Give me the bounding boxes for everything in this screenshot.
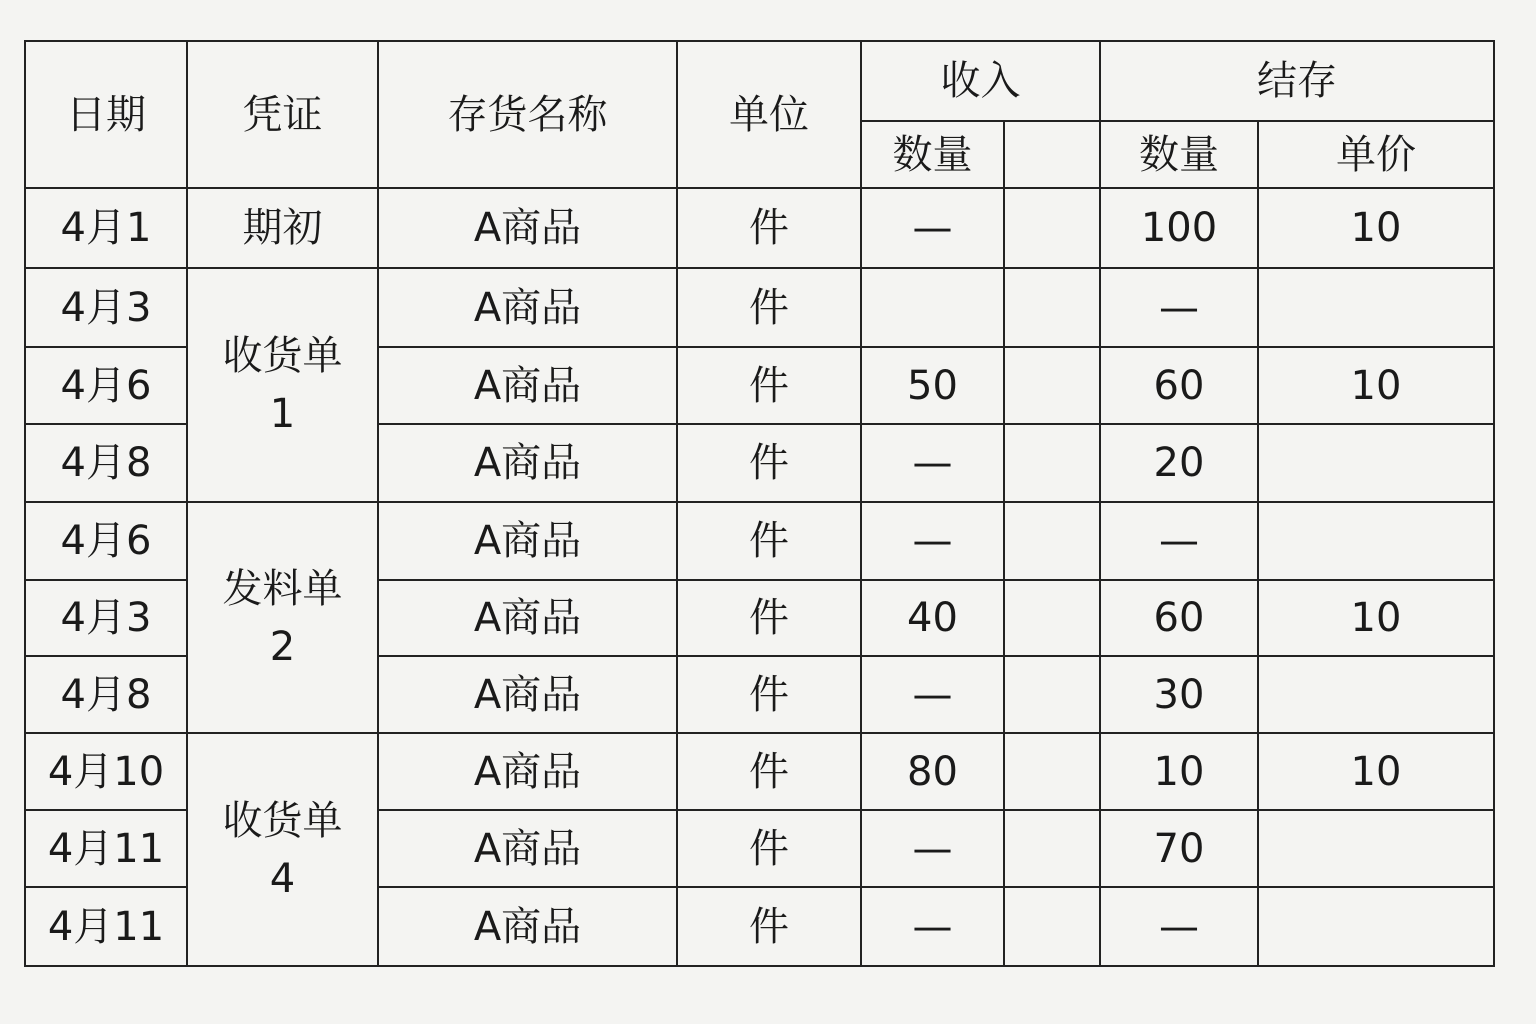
header-item-name: 存货名称 xyxy=(378,41,677,188)
income-extra-cell xyxy=(1004,188,1100,268)
income-qty-cell xyxy=(861,268,1004,347)
balance-qty-cell: 70 xyxy=(1100,810,1258,887)
income-qty-cell: 40 xyxy=(861,580,1004,656)
income-extra-cell xyxy=(1004,887,1100,966)
header-income-blank xyxy=(1004,121,1100,188)
income-qty-cell: — xyxy=(861,810,1004,887)
date-cell: 4月11 xyxy=(25,810,187,887)
income-qty-cell: — xyxy=(861,656,1004,733)
balance-qty-cell: — xyxy=(1100,502,1258,580)
table-row xyxy=(25,502,1494,580)
balance-qty-cell: — xyxy=(1100,268,1258,347)
voucher-cell xyxy=(187,502,378,733)
unit-cell: 件 xyxy=(677,733,861,810)
balance-price-cell xyxy=(1258,268,1494,347)
item-cell: A商品 xyxy=(378,188,677,268)
balance-price-cell xyxy=(1258,424,1494,502)
unit-cell: 件 xyxy=(677,887,861,966)
date-cell: 4月11 xyxy=(25,887,187,966)
balance-price-cell xyxy=(1258,887,1494,966)
voucher-number: 2 xyxy=(269,623,296,670)
item-cell: A商品 xyxy=(378,733,677,810)
balance-price-cell: 10 xyxy=(1258,188,1494,268)
income-extra-cell xyxy=(1004,656,1100,733)
income-extra-cell xyxy=(1004,268,1100,347)
date-cell: 4月6 xyxy=(25,347,187,424)
balance-qty-cell: 10 xyxy=(1100,733,1258,810)
balance-price-cell: 10 xyxy=(1258,580,1494,656)
income-extra-cell xyxy=(1004,502,1100,580)
header-income: 收入 xyxy=(861,41,1100,121)
voucher-label: 期初 xyxy=(242,205,323,251)
balance-price-cell xyxy=(1258,502,1494,580)
income-extra-cell xyxy=(1004,347,1100,424)
income-qty-cell: — xyxy=(861,887,1004,966)
unit-cell: 件 xyxy=(677,424,861,502)
voucher-number: 4 xyxy=(269,855,296,902)
balance-qty-cell: 60 xyxy=(1100,347,1258,424)
inventory-ledger-table xyxy=(24,40,1495,967)
unit-cell: 件 xyxy=(677,656,861,733)
voucher-cell xyxy=(187,733,378,966)
header-balance: 结存 xyxy=(1100,41,1494,121)
balance-qty-cell: 30 xyxy=(1100,656,1258,733)
balance-price-cell: 10 xyxy=(1258,733,1494,810)
table-row xyxy=(25,188,1494,268)
income-extra-cell xyxy=(1004,810,1100,887)
item-cell: A商品 xyxy=(378,810,677,887)
balance-price-cell xyxy=(1258,810,1494,887)
voucher-label: 收货单 xyxy=(222,333,343,379)
item-cell: A商品 xyxy=(378,502,677,580)
voucher-number: 1 xyxy=(269,391,296,437)
item-cell: A商品 xyxy=(378,580,677,656)
unit-cell: 件 xyxy=(677,188,861,268)
income-qty-cell: — xyxy=(861,188,1004,268)
unit-cell: 件 xyxy=(677,268,861,347)
header-date: 日期 xyxy=(25,41,187,188)
item-cell: A商品 xyxy=(378,268,677,347)
item-cell: A商品 xyxy=(378,424,677,502)
table-row xyxy=(25,268,1494,347)
date-cell: 4月8 xyxy=(25,656,187,733)
item-cell: A商品 xyxy=(378,347,677,424)
balance-price-cell: 10 xyxy=(1258,347,1494,424)
item-cell: A商品 xyxy=(378,656,677,733)
header-row-1 xyxy=(25,41,1494,121)
date-cell: 4月1 xyxy=(25,188,187,268)
header-balance-qty: 数量 xyxy=(1100,121,1258,188)
unit-cell: 件 xyxy=(677,502,861,580)
date-cell: 4月3 xyxy=(25,580,187,656)
balance-qty-cell: 100 xyxy=(1100,188,1258,268)
income-extra-cell xyxy=(1004,733,1100,810)
date-cell: 4月3 xyxy=(25,268,187,347)
income-extra-cell xyxy=(1004,424,1100,502)
income-qty-cell: 50 xyxy=(861,347,1004,424)
voucher-cell xyxy=(187,268,378,502)
unit-cell: 件 xyxy=(677,347,861,424)
income-qty-cell: — xyxy=(861,502,1004,580)
income-qty-cell: — xyxy=(861,424,1004,502)
table-row xyxy=(25,733,1494,810)
header-voucher: 凭证 xyxy=(187,41,378,188)
balance-qty-cell: 60 xyxy=(1100,580,1258,656)
unit-cell: 件 xyxy=(677,810,861,887)
voucher-cell xyxy=(187,188,378,268)
voucher-label: 发料单 xyxy=(222,565,343,612)
header-unit: 单位 xyxy=(677,41,861,188)
balance-qty-cell: — xyxy=(1100,887,1258,966)
date-cell: 4月8 xyxy=(25,424,187,502)
header-balance-price: 单价 xyxy=(1258,121,1494,188)
header-income-qty: 数量 xyxy=(861,121,1004,188)
date-cell: 4月6 xyxy=(25,502,187,580)
unit-cell: 件 xyxy=(677,580,861,656)
balance-price-cell xyxy=(1258,656,1494,733)
income-qty-cell: 80 xyxy=(861,733,1004,810)
income-extra-cell xyxy=(1004,580,1100,656)
item-cell: A商品 xyxy=(378,887,677,966)
balance-qty-cell: 20 xyxy=(1100,424,1258,502)
date-cell: 4月10 xyxy=(25,733,187,810)
voucher-label: 收货单 xyxy=(222,797,343,844)
